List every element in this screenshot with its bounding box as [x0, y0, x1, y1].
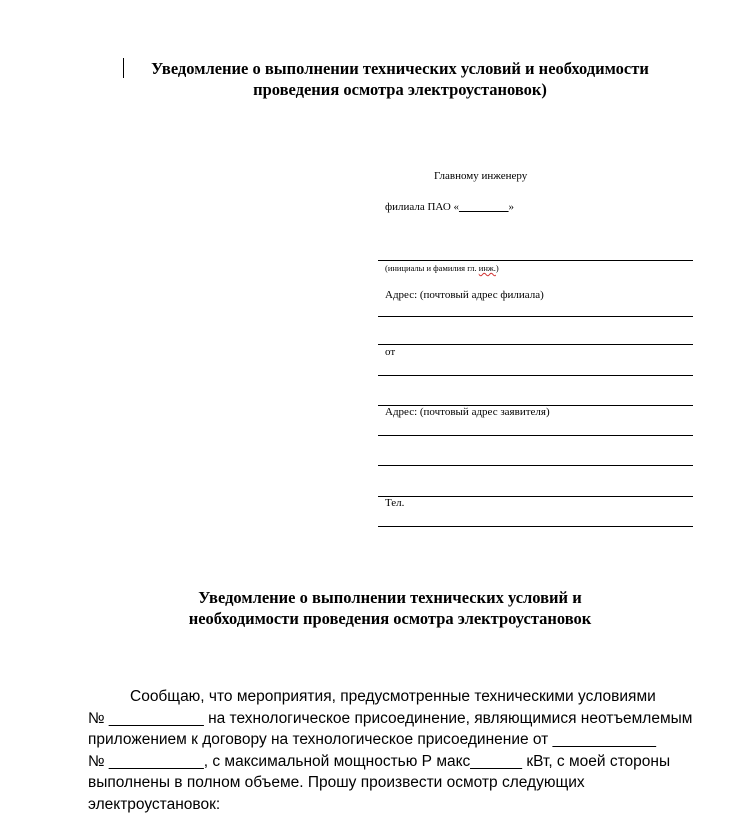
initials-line[interactable] — [378, 260, 693, 261]
document-header-title[interactable] — [120, 58, 680, 100]
phone-line-bottom[interactable] — [378, 526, 693, 527]
body-line-5: выполнены в полном объеме. Прошу произвести осмотр следующих — [88, 774, 585, 791]
header-title-line-2: проведения осмотра электроустановок) — [253, 80, 547, 99]
notice-title-line-2: необходимости проведения осмотра электроустановок — [188, 609, 592, 628]
branch-prefix: филиала ПАО « — [385, 201, 460, 213]
applicant-address-line-1[interactable] — [378, 435, 693, 436]
applicant-address-line-2[interactable] — [378, 465, 693, 466]
notice-title-line-1: Уведомление о выполнении технических условий и — [198, 588, 582, 607]
phone-label: Тел. — [385, 497, 405, 509]
applicant-address-label: Адрес: (почтовый адрес заявителя) — [385, 406, 550, 418]
notice-title[interactable] — [150, 587, 630, 629]
notice-body[interactable] — [88, 686, 693, 815]
body-line-1: Сообщаю, что мероприятия, предусмотренные техническими условиями — [130, 688, 656, 705]
branch-suffix: » — [508, 201, 515, 213]
addressee-position: Главному инженеру — [434, 170, 528, 182]
from-line-bottom[interactable] — [378, 375, 693, 376]
initials-hint — [385, 262, 499, 275]
from-label: от — [385, 346, 396, 358]
header-title-line-1: Уведомление о выполнении технических условий и необходимости — [151, 59, 649, 78]
branch-address-line-1[interactable] — [378, 316, 693, 317]
branch-name-blank[interactable]: _________ — [459, 201, 509, 213]
from-line-top[interactable] — [378, 344, 693, 345]
phone-line-top[interactable] — [378, 496, 693, 497]
branch-address-label: Адрес: (почтовый адрес филиала) — [385, 289, 544, 301]
initials-hint-prefix: (инициалы и фамилия гл. — [385, 263, 479, 273]
initials-hint-suffix: ) — [495, 263, 499, 273]
addressee-branch — [385, 201, 514, 214]
body-line-4: № ___________, с максимальной мощностью Р макс______ кВт, с моей стороны — [88, 752, 671, 770]
body-line-3: приложением к договору на технологическое присоединение от ____________ — [88, 731, 657, 748]
body-line-6: электроустановок: — [88, 795, 221, 813]
initials-hint-abbr: инж. — [478, 263, 496, 273]
body-line-2: № ___________ на технологическое присоединение, являющимися неотъемлемым — [88, 709, 693, 727]
